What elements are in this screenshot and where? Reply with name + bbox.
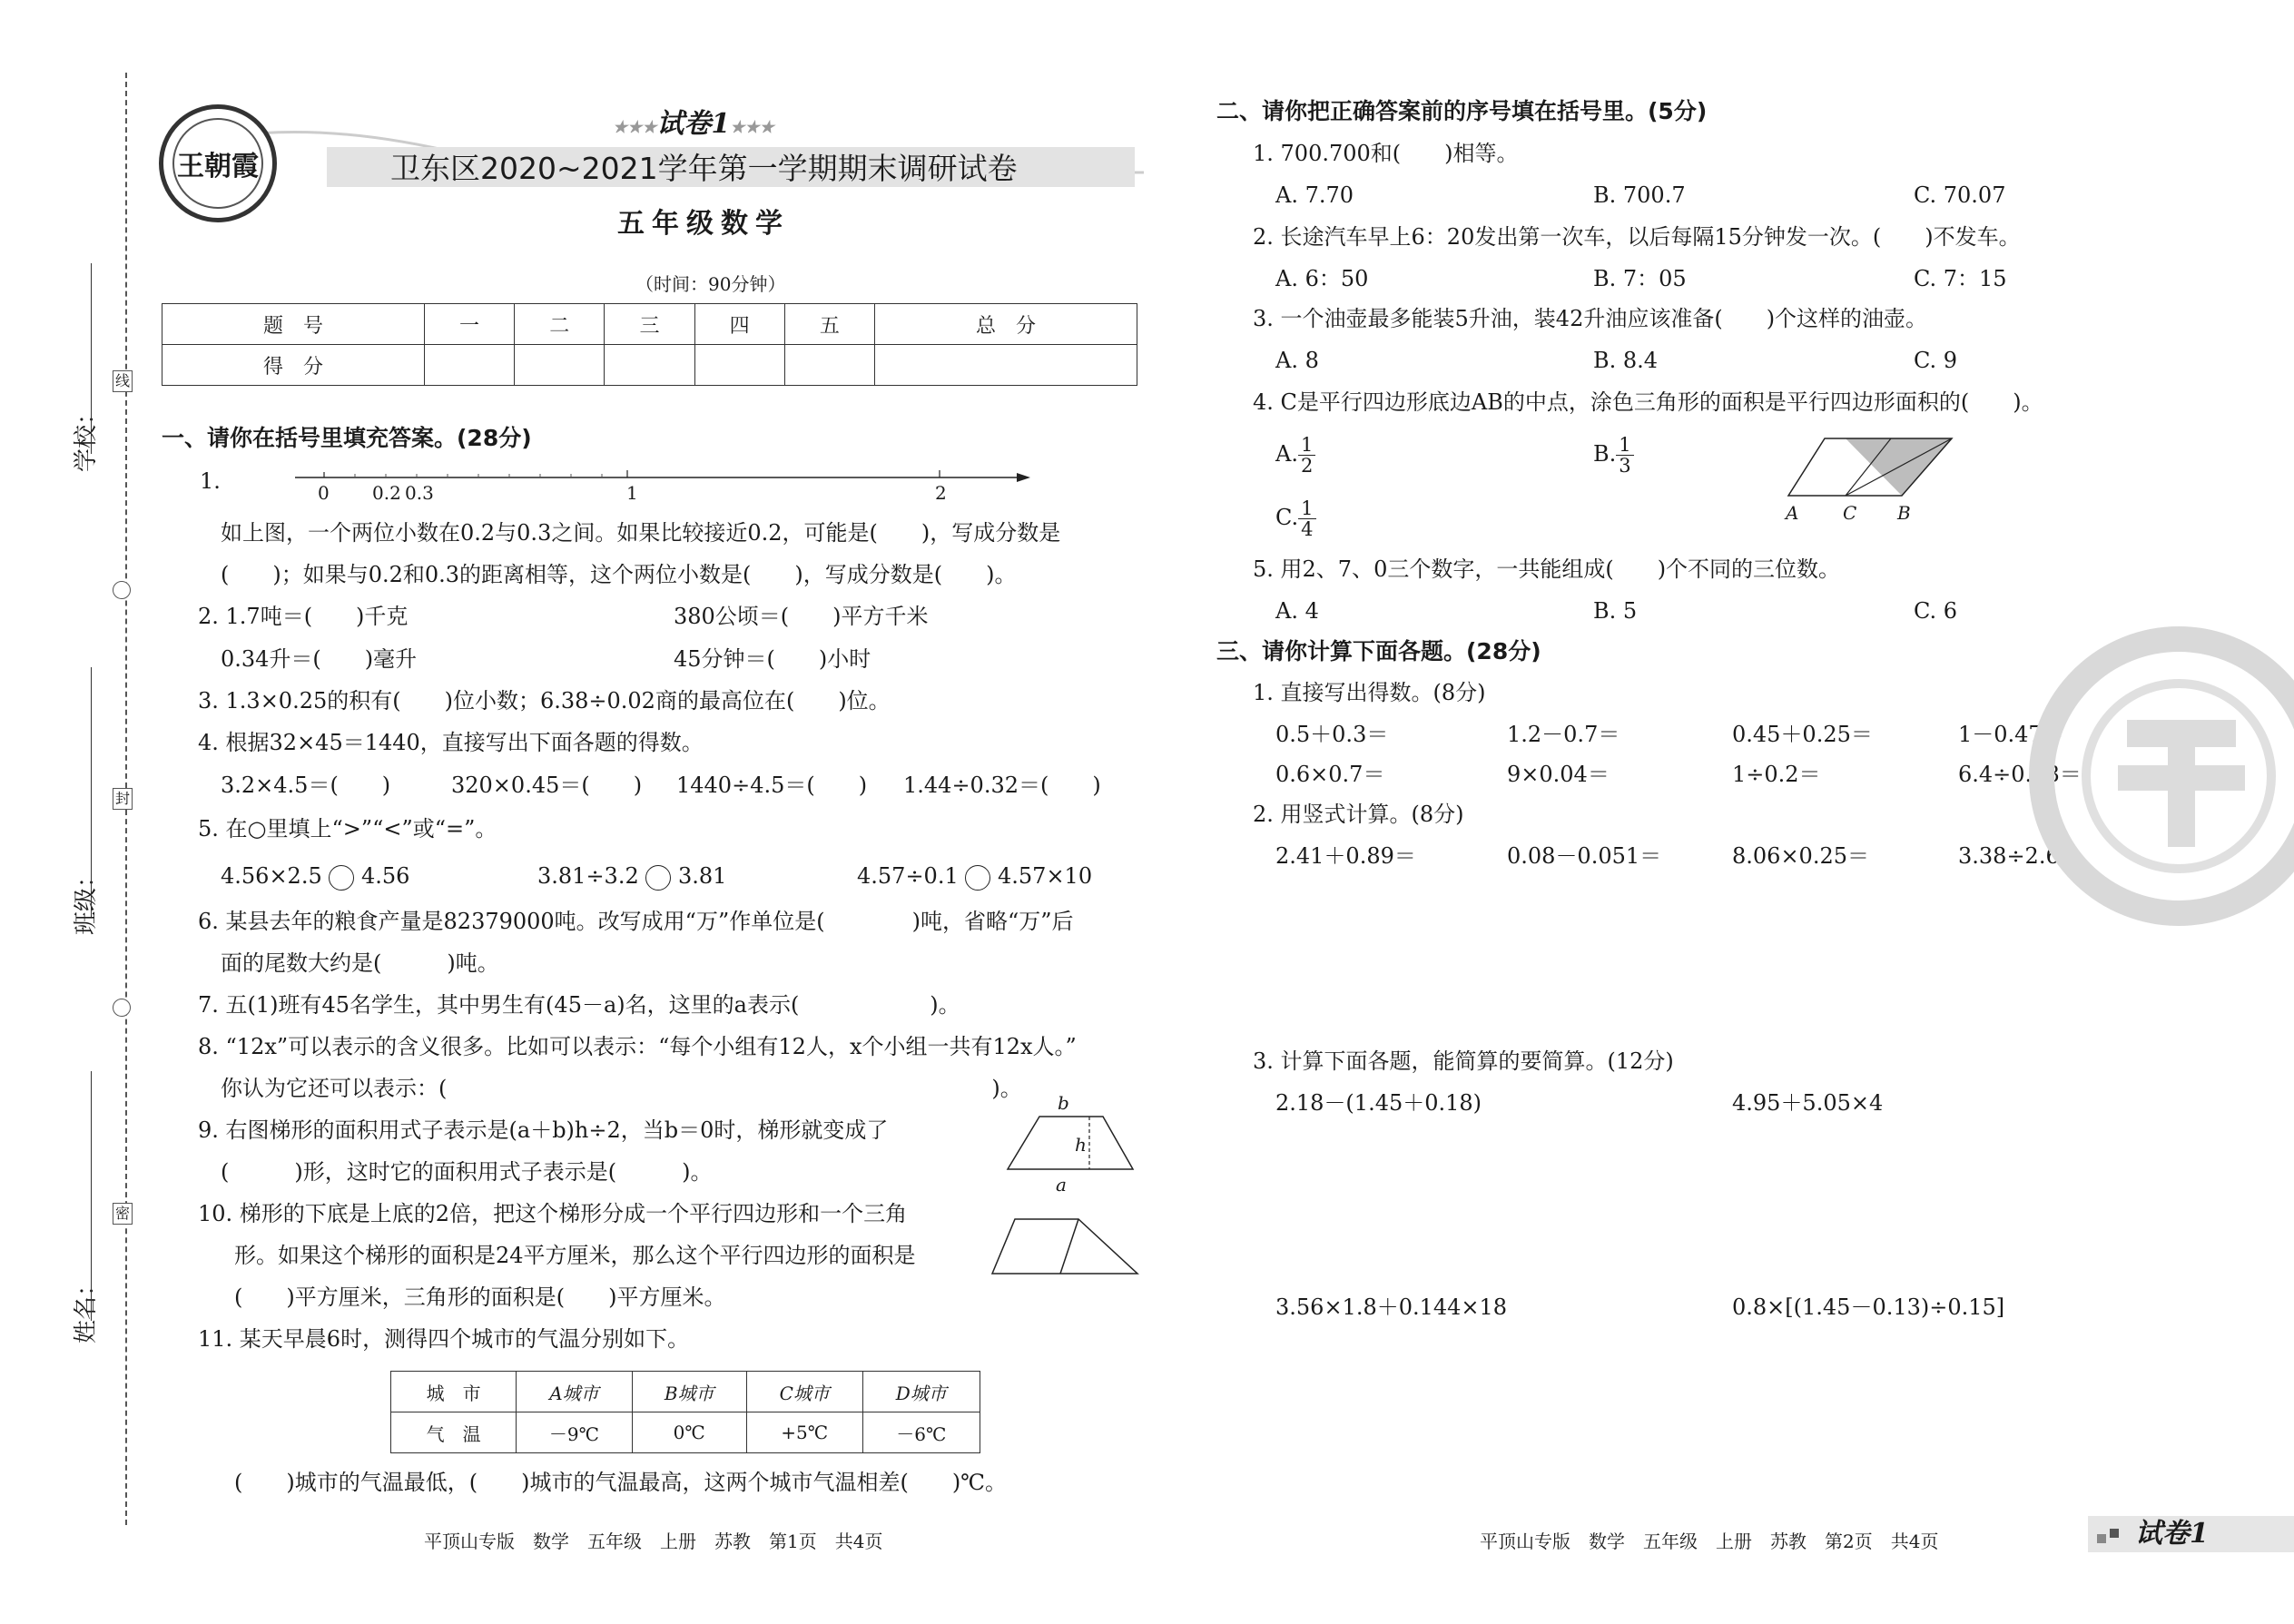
city-cell: A城市 (517, 1372, 632, 1412)
name-field[interactable] (91, 1071, 92, 1321)
s2-q1-option[interactable]: A. 7.70 (1275, 182, 1354, 208)
section1-title: 一、请你在括号里填充答案。(28分) (162, 425, 532, 451)
compare-circle[interactable] (329, 865, 354, 891)
exam-time: （时间：90分钟） (635, 273, 786, 295)
q2-c: 0.34升＝( )毫升 (221, 646, 418, 672)
tick-label: 1 (626, 482, 638, 504)
parallelogram-figure (1784, 434, 1956, 507)
city-cell: D城市 (862, 1372, 980, 1412)
trapezoid-b: b (1058, 1092, 1069, 1114)
q6-line1: 6. 某县去年的粮食产量是82379000吨。改写成用“万”作单位是( )吨，省略“万”后 (198, 909, 1074, 934)
school-label: 学校： (73, 400, 100, 472)
tag-decor-icon (2110, 1529, 2119, 1538)
q4-d: 1.44÷0.32＝( ) (903, 773, 1101, 798)
q8-line1: 8. “12x”可以表示的含义很多。比如可以表示：“每个小组有12人，x个小组一共有12x人。” (198, 1034, 1077, 1059)
s2-q2-option[interactable]: A. 6：50 (1275, 266, 1369, 291)
q2-b: 380公顷＝( )平方千米 (674, 604, 929, 629)
city-cell: 城 市 (391, 1372, 517, 1412)
score-input[interactable] (605, 345, 694, 386)
tag-decor-icon (2097, 1534, 2106, 1543)
temp-cell: 气 温 (391, 1412, 517, 1453)
section3-title: 三、请你计算下面各题。(28分) (1216, 638, 1541, 664)
compare-circle[interactable] (645, 865, 671, 891)
q1-line2: ( )；如果与0.2和0.3的距离相等，这个两位小数是( )，写成分数是( )。 (221, 562, 1017, 587)
calc-item: 0.6×0.7＝ (1275, 762, 1385, 787)
q6-line2: 面的尾数大约是( )吨。 (221, 950, 499, 976)
trapezoid-figure (999, 1107, 1144, 1180)
calc-item: 0.08－0.051＝ (1507, 843, 1662, 869)
q5: 5. 在○里填上“>”“<”或“=”。 (198, 816, 497, 842)
point-C: C (1843, 502, 1857, 524)
calc-item: 6.4÷0.08＝ (1958, 762, 2082, 787)
trapezoid-a: a (1056, 1174, 1067, 1196)
tick-label: 2 (935, 482, 947, 504)
footer-right: 平顶山专版 数学 五年级 上册 苏教 第2页 共4页 (1480, 1530, 1939, 1552)
s2-q3-option[interactable]: A. 8 (1275, 348, 1319, 373)
mark-secret: 密 (113, 1203, 133, 1225)
section2-title: 二、请你把正确答案前的序号填在括号里。(5分) (1216, 98, 1708, 124)
s2-q3-option[interactable]: C. 9 (1914, 348, 1958, 373)
school-field[interactable] (91, 263, 92, 454)
calc-item: 2.18－(1.45＋0.18) (1275, 1090, 1482, 1116)
q4-a: 3.2×4.5＝( ) (221, 773, 391, 798)
q1-line1: 如上图，一个两位小数在0.2与0.3之间。如果比较接近0.2，可能是( )，写成分数是 (221, 520, 1061, 546)
series-label: ★★★试卷1★★★ (613, 108, 774, 140)
calc-item: 0.5＋0.3＝ (1275, 722, 1389, 747)
calc-item: 0.45＋0.25＝ (1732, 722, 1873, 747)
tag-label: 试卷 (2135, 1518, 2190, 1550)
q8-line2: 你认为它还可以表示：( )。 (221, 1076, 1022, 1101)
q11: 11. 某天早晨6时，测得四个城市的气温分别如下。 (198, 1326, 690, 1352)
score-cell: 一 (424, 304, 514, 345)
score-cell: 三 (605, 304, 694, 345)
class-field[interactable] (91, 667, 92, 917)
calc-item: 1－0.47＝ (1958, 722, 2064, 747)
s2-q4-option-b[interactable]: B. $\frac{1}{3}$ (1593, 429, 1634, 478)
calc-item: 0.8×[(1.45－0.13)÷0.15] (1732, 1294, 2005, 1320)
trapezoid-split-figure (988, 1212, 1147, 1280)
mark-seal: 封 (113, 788, 133, 810)
score-cell: 题 号 (162, 304, 425, 345)
tick-label: 0 (318, 482, 330, 504)
calc-item: 3.38÷2.6＝ (1958, 843, 2082, 869)
q9-line1: 9. 右图梯形的面积用式子表示是(a＋b)h÷2，当b＝0时，梯形就变成了 (198, 1117, 889, 1143)
tick-label: 0.3 (405, 482, 434, 504)
score-input[interactable] (515, 345, 605, 386)
score-cell: 五 (784, 304, 874, 345)
s2-q3-option[interactable]: B. 8.4 (1593, 348, 1659, 373)
score-input[interactable] (694, 345, 784, 386)
s2-q5: 5. 用2、7、0三个数字，一共能组成( )个不同的三位数。 (1253, 556, 1841, 582)
scissor-icon (113, 999, 131, 1017)
calc-item: 4.95＋5.05×4 (1732, 1090, 1884, 1116)
class-label: 班级： (73, 863, 100, 935)
q10-line2: 形。如果这个梯形的面积是24平方厘米，那么这个平行四边形的面积是 (234, 1243, 916, 1268)
secret-stamp-icon (2029, 626, 2294, 926)
q1-number: 1. (200, 468, 221, 494)
q10-line1: 10. 梯形的下底是上底的2倍，把这个梯形分成一个平行四边形和一个三角 (198, 1201, 908, 1226)
q9-line2: ( )形，这时它的面积用式子表示是( )。 (221, 1159, 713, 1185)
s2-q5-option[interactable]: A. 4 (1275, 598, 1319, 624)
point-B: B (1897, 502, 1911, 524)
s3-part1: 1. 直接写出得数。(8分) (1253, 680, 1486, 705)
city-cell: B城市 (632, 1372, 746, 1412)
calc-item: 9×0.04＝ (1507, 762, 1610, 787)
s2-q1-option[interactable]: B. 700.7 (1593, 182, 1686, 208)
score-cell: 总 分 (875, 304, 1137, 345)
s2-q4: 4. C是平行四边形底边AB的中点，涂色三角形的面积是平行四边形面积的( )。 (1253, 389, 2043, 415)
footer-left: 平顶山专版 数学 五年级 上册 苏教 第1页 共4页 (424, 1530, 883, 1552)
q4: 4. 根据32×45＝1440，直接写出下面各题的得数。 (198, 730, 704, 755)
s2-q2-option[interactable]: B. 7：05 (1593, 266, 1687, 291)
s2-q4-option-a[interactable]: A. $\frac{1}{2}$ (1275, 429, 1315, 478)
q5-a: 4.56×2.5 4.56 (221, 863, 410, 889)
name-label: 姓名： (73, 1272, 100, 1343)
compare-circle[interactable] (965, 865, 990, 891)
s2-q1-option[interactable]: C. 70.07 (1914, 182, 2006, 208)
number-line (290, 463, 1035, 508)
s2-q5-option[interactable]: C. 6 (1914, 598, 1958, 624)
score-cell: 四 (694, 304, 784, 345)
city-cell: C城市 (746, 1372, 862, 1412)
calc-item: 2.41＋0.89＝ (1275, 843, 1416, 869)
calc-item: 8.06×0.25＝ (1732, 843, 1869, 869)
footer-tag (2088, 1516, 2294, 1552)
temp-cell: －9℃ (517, 1412, 632, 1453)
q2-a: 2. 1.7吨＝( )千克 (198, 604, 409, 629)
s2-q5-option[interactable]: B. 5 (1593, 598, 1638, 624)
s2-q2-option[interactable]: C. 7：15 (1914, 266, 2007, 291)
trapezoid-h: h (1075, 1134, 1087, 1156)
score-cell: 二 (515, 304, 605, 345)
tag-number: 1 (2190, 1518, 2209, 1550)
q3: 3. 1.3×0.25的积有( )位小数；6.38÷0.02商的最高位在( )位。 (198, 688, 891, 714)
brand-logo (159, 104, 277, 222)
calc-item: 3.56×1.8＋0.144×18 (1275, 1294, 1508, 1320)
paper-title: 卫东区2020~2021学年第一学期期末调研试卷 (390, 151, 1018, 186)
score-input[interactable] (424, 345, 514, 386)
q4-b: 320×0.45＝( ) (451, 773, 643, 798)
q7: 7. 五(1)班有45名学生，其中男生有(45－a)名，这里的a表示( )。 (198, 992, 960, 1018)
score-cell: 得 分 (162, 345, 425, 386)
mark-line: 线 (113, 370, 133, 392)
score-input[interactable] (784, 345, 874, 386)
temp-cell: +5℃ (746, 1412, 862, 1453)
calc-item: 1÷0.2＝ (1732, 762, 1821, 787)
subject-title: 五年级数学 (617, 208, 790, 240)
q10-line3: ( )平方厘米，三角形的面积是( )平方厘米。 (234, 1284, 726, 1310)
q5-c: 4.57÷0.1 4.57×10 (857, 863, 1093, 889)
s2-q4-option-c[interactable]: C. $\frac{1}{4}$ (1275, 493, 1316, 542)
temp-cell: －6℃ (862, 1412, 980, 1453)
q11-answer: ( )城市的气温最低，( )城市的气温最高，这两个城市气温相差( )℃。 (234, 1470, 1008, 1495)
scissor-icon (113, 581, 131, 599)
s2-q1: 1. 700.700和( )相等。 (1253, 141, 1519, 166)
q5-b: 3.81÷3.2 3.81 (537, 863, 727, 889)
temperature-table (390, 1371, 980, 1453)
logo-text: 王朝霞 (177, 151, 259, 182)
q2-d: 45分钟＝( )小时 (674, 646, 871, 672)
q4-c: 1440÷4.5＝( ) (676, 773, 868, 798)
s3-part2: 2. 用竖式计算。(8分) (1253, 802, 1464, 827)
temp-cell: 0℃ (632, 1412, 746, 1453)
s3-part3: 3. 计算下面各题，能简算的要简算。(12分) (1253, 1048, 1674, 1074)
point-A: A (1786, 502, 1799, 524)
tick-label: 0.2 (372, 482, 401, 504)
s2-q3: 3. 一个油壶最多能装5升油，装42升油应该准备( )个这样的油壶。 (1253, 306, 1928, 331)
score-input[interactable] (875, 345, 1137, 386)
score-table (162, 303, 1137, 386)
s2-q2: 2. 长途汽车早上6：20发出第一次车，以后每隔15分钟发一次。( )不发车。 (1253, 224, 2021, 250)
calc-item: 1.2－0.7＝ (1507, 722, 1620, 747)
